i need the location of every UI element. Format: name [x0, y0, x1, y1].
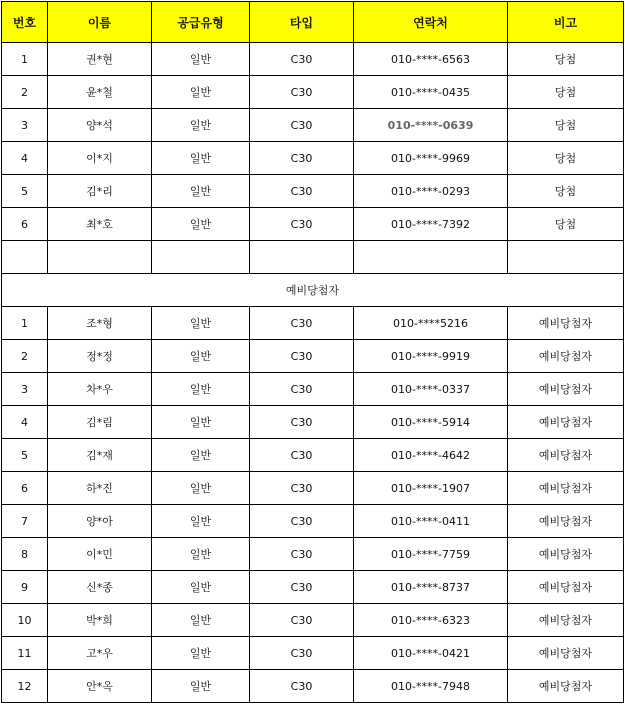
cell-supply-type: 일반	[152, 670, 250, 703]
cell-number: 5	[2, 439, 48, 472]
cell-supply-type: 일반	[152, 604, 250, 637]
empty-cell	[250, 241, 354, 274]
cell-name: 김*재	[48, 439, 152, 472]
cell-name: 양*석	[48, 109, 152, 142]
cell-note: 예비당첨자	[508, 604, 624, 637]
table-header	[2, 2, 624, 43]
cell-name: 김*리	[48, 175, 152, 208]
cell-supply-type: 일반	[152, 142, 250, 175]
cell-note: 당첨	[508, 208, 624, 241]
cell-note: 당첨	[508, 76, 624, 109]
spacer-body	[2, 241, 624, 307]
cell-name: 고*우	[48, 637, 152, 670]
table-row	[2, 505, 624, 538]
empty-cell	[354, 241, 508, 274]
cell-name: 이*민	[48, 538, 152, 571]
table-row	[2, 637, 624, 670]
cell-note: 예비당첨자	[508, 571, 624, 604]
reserves-body	[2, 307, 624, 703]
table-row	[2, 142, 624, 175]
section-row	[2, 274, 624, 307]
cell-type: C30	[250, 208, 354, 241]
cell-type: C30	[250, 637, 354, 670]
cell-supply-type: 일반	[152, 472, 250, 505]
winners-body	[2, 43, 624, 241]
cell-contact: 010-****-5914	[354, 406, 508, 439]
table-row	[2, 439, 624, 472]
cell-name: 윤*철	[48, 76, 152, 109]
cell-type: C30	[250, 604, 354, 637]
cell-contact: 010-****-0411	[354, 505, 508, 538]
cell-name: 양*아	[48, 505, 152, 538]
table-row	[2, 604, 624, 637]
cell-number: 5	[2, 175, 48, 208]
cell-contact: 010-****-7948	[354, 670, 508, 703]
cell-type: C30	[250, 439, 354, 472]
cell-note: 예비당첨자	[508, 637, 624, 670]
cell-note: 예비당첨자	[508, 406, 624, 439]
cell-note: 예비당첨자	[508, 505, 624, 538]
cell-number: 1	[2, 307, 48, 340]
header-supply-type: 공급유형	[152, 2, 250, 43]
cell-supply-type: 일반	[152, 637, 250, 670]
cell-number: 4	[2, 406, 48, 439]
cell-number: 3	[2, 109, 48, 142]
cell-name: 정*정	[48, 340, 152, 373]
cell-note: 당첨	[508, 109, 624, 142]
cell-supply-type: 일반	[152, 175, 250, 208]
cell-number: 9	[2, 571, 48, 604]
cell-name: 최*호	[48, 208, 152, 241]
empty-cell	[48, 241, 152, 274]
cell-note: 예비당첨자	[508, 538, 624, 571]
reserve-section-title: 예비당첨자	[2, 274, 624, 307]
cell-note: 예비당첨자	[508, 340, 624, 373]
table-row	[2, 538, 624, 571]
cell-contact: 010-****-8737	[354, 571, 508, 604]
cell-supply-type: 일반	[152, 406, 250, 439]
cell-supply-type: 일반	[152, 76, 250, 109]
cell-number: 1	[2, 43, 48, 76]
cell-supply-type: 일반	[152, 538, 250, 571]
cell-type: C30	[250, 505, 354, 538]
cell-contact: 010-****-9919	[354, 340, 508, 373]
empty-cell	[152, 241, 250, 274]
cell-contact: 010-****-0421	[354, 637, 508, 670]
cell-type: C30	[250, 670, 354, 703]
cell-contact: 010-****-9969	[354, 142, 508, 175]
cell-type: C30	[250, 175, 354, 208]
cell-name: 신*종	[48, 571, 152, 604]
cell-name: 안*옥	[48, 670, 152, 703]
cell-note: 예비당첨자	[508, 472, 624, 505]
cell-type: C30	[250, 472, 354, 505]
cell-contact: 010-****-6563	[354, 43, 508, 76]
cell-number: 3	[2, 373, 48, 406]
cell-number: 6	[2, 208, 48, 241]
table-row	[2, 76, 624, 109]
cell-number: 2	[2, 340, 48, 373]
header-note: 비고	[508, 2, 624, 43]
cell-supply-type: 일반	[152, 373, 250, 406]
cell-contact: 010-****-6323	[354, 604, 508, 637]
cell-supply-type: 일반	[152, 439, 250, 472]
cell-note: 당첨	[508, 175, 624, 208]
cell-number: 6	[2, 472, 48, 505]
cell-note: 예비당첨자	[508, 670, 624, 703]
winners-table	[1, 1, 624, 703]
cell-contact: 010-****-1907	[354, 472, 508, 505]
cell-name: 박*희	[48, 604, 152, 637]
cell-type: C30	[250, 142, 354, 175]
cell-type: C30	[250, 76, 354, 109]
cell-type: C30	[250, 307, 354, 340]
table-row	[2, 109, 624, 142]
header-name: 이름	[48, 2, 152, 43]
cell-note: 예비당첨자	[508, 373, 624, 406]
cell-name: 이*지	[48, 142, 152, 175]
cell-type: C30	[250, 43, 354, 76]
table-row	[2, 43, 624, 76]
empty-cell	[2, 241, 48, 274]
table-row	[2, 340, 624, 373]
cell-number: 11	[2, 637, 48, 670]
cell-type: C30	[250, 571, 354, 604]
cell-type: C30	[250, 538, 354, 571]
cell-number: 4	[2, 142, 48, 175]
cell-supply-type: 일반	[152, 571, 250, 604]
cell-supply-type: 일반	[152, 340, 250, 373]
cell-contact: 010-****-7759	[354, 538, 508, 571]
cell-contact: 010-****-0293	[354, 175, 508, 208]
cell-contact: 010-****-7392	[354, 208, 508, 241]
cell-note: 예비당첨자	[508, 307, 624, 340]
cell-type: C30	[250, 406, 354, 439]
cell-contact: 010-****-0639	[354, 109, 508, 142]
cell-supply-type: 일반	[152, 505, 250, 538]
cell-type: C30	[250, 373, 354, 406]
table-row	[2, 670, 624, 703]
cell-supply-type: 일반	[152, 43, 250, 76]
cell-number: 2	[2, 76, 48, 109]
header-type: 타입	[250, 2, 354, 43]
cell-number: 7	[2, 505, 48, 538]
cell-contact: 010-****5216	[354, 307, 508, 340]
table-row	[2, 373, 624, 406]
cell-type: C30	[250, 340, 354, 373]
cell-note: 당첨	[508, 142, 624, 175]
cell-name: 차*우	[48, 373, 152, 406]
cell-supply-type: 일반	[152, 307, 250, 340]
cell-name: 김*림	[48, 406, 152, 439]
empty-cell	[508, 241, 624, 274]
cell-number: 10	[2, 604, 48, 637]
cell-number: 8	[2, 538, 48, 571]
table-row	[2, 472, 624, 505]
cell-note: 당첨	[508, 43, 624, 76]
table-row	[2, 175, 624, 208]
header-number: 번호	[2, 2, 48, 43]
cell-number: 12	[2, 670, 48, 703]
table-row	[2, 406, 624, 439]
cell-contact: 010-****-0337	[354, 373, 508, 406]
cell-name: 권*현	[48, 43, 152, 76]
cell-note: 예비당첨자	[508, 439, 624, 472]
table-row	[2, 571, 624, 604]
header-row	[2, 2, 624, 43]
empty-row	[2, 241, 624, 274]
cell-contact: 010-****-0435	[354, 76, 508, 109]
cell-contact: 010-****-4642	[354, 439, 508, 472]
cell-name: 조*형	[48, 307, 152, 340]
cell-name: 하*진	[48, 472, 152, 505]
cell-supply-type: 일반	[152, 208, 250, 241]
table-row	[2, 307, 624, 340]
header-contact: 연락처	[354, 2, 508, 43]
cell-supply-type: 일반	[152, 109, 250, 142]
table-row	[2, 208, 624, 241]
cell-type: C30	[250, 109, 354, 142]
